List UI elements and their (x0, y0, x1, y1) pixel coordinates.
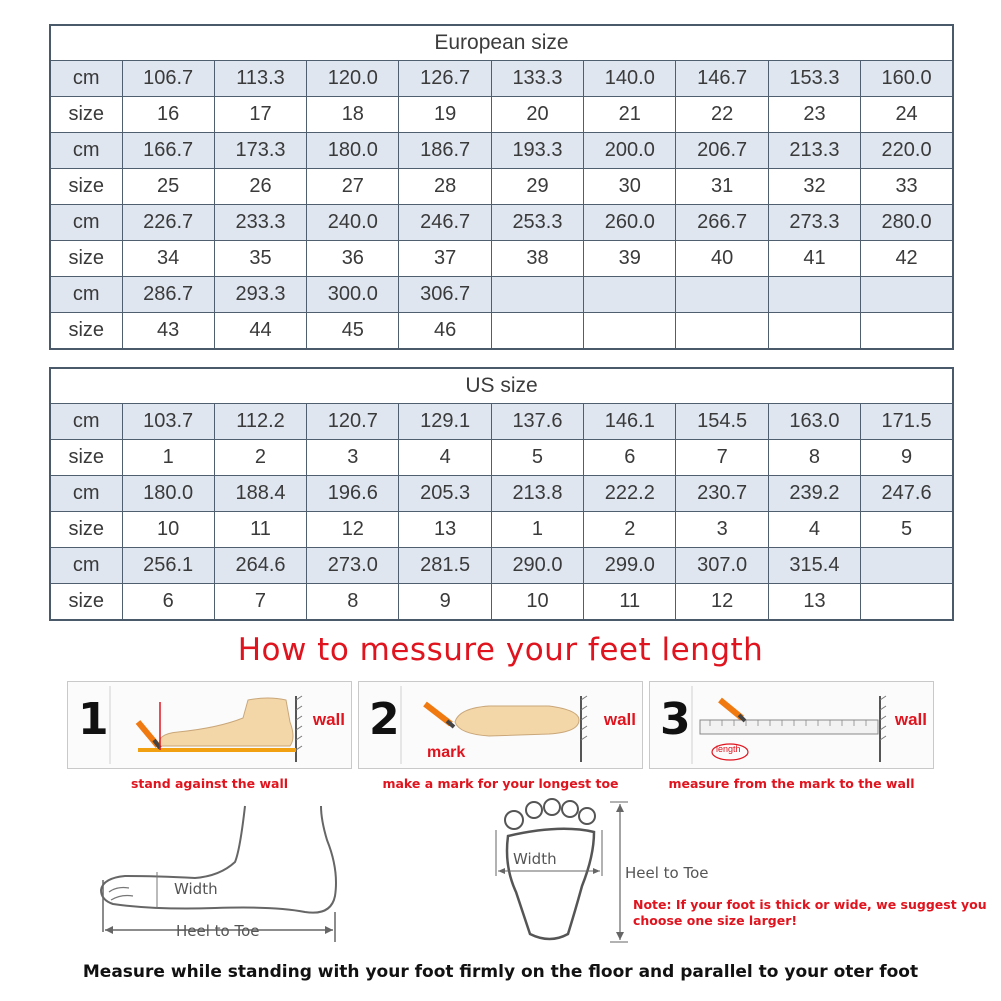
cm-cell: 280.0 (861, 205, 953, 241)
cm-cell: 290.0 (491, 548, 583, 584)
us-size-row (50, 440, 953, 476)
cm-cell: 240.0 (307, 205, 399, 241)
cm-cell: 206.7 (676, 133, 768, 169)
step-2-caption: make a mark for your longest toe (382, 776, 619, 791)
cm-cell: 146.1 (584, 404, 676, 440)
cm-cell: 106.7 (122, 61, 214, 97)
european-size-row (50, 169, 953, 205)
size-cell: 32 (768, 169, 860, 205)
size-cell: 4 (399, 440, 491, 476)
cm-cell: 226.7 (122, 205, 214, 241)
cm-cell: 137.6 (491, 404, 583, 440)
size-cell: 6 (122, 584, 214, 621)
measure-heading: How to messure your feet length (237, 632, 764, 668)
step-3-number: 3 (660, 694, 691, 745)
cm-cell: 120.7 (307, 404, 399, 440)
size-cell: 1 (122, 440, 214, 476)
size-cell: 3 (676, 512, 768, 548)
size-cell: 19 (399, 97, 491, 133)
european-size-title: European size (50, 25, 953, 61)
cm-cell: 153.3 (768, 61, 860, 97)
row-label: size (50, 169, 122, 205)
cm-cell: 264.6 (214, 548, 306, 584)
cm-cell: 256.1 (122, 548, 214, 584)
cm-cell: 293.3 (214, 277, 306, 313)
cm-cell: 286.7 (122, 277, 214, 313)
cm-cell: 180.0 (307, 133, 399, 169)
cm-cell (676, 277, 768, 313)
size-cell: 42 (861, 241, 953, 277)
cm-cell: 233.3 (214, 205, 306, 241)
size-cell: 7 (676, 440, 768, 476)
cm-cell: 186.7 (399, 133, 491, 169)
size-cell: 31 (676, 169, 768, 205)
size-cell: 29 (491, 169, 583, 205)
row-label: cm (50, 205, 122, 241)
cm-cell: 253.3 (491, 205, 583, 241)
size-cell: 30 (584, 169, 676, 205)
size-cell: 10 (491, 584, 583, 621)
cm-cell: 200.0 (584, 133, 676, 169)
size-cell: 5 (861, 512, 953, 548)
cm-cell: 126.7 (399, 61, 491, 97)
size-cell: 25 (122, 169, 214, 205)
cm-cell: 173.3 (214, 133, 306, 169)
size-cell: 8 (307, 584, 399, 621)
step-3-caption: measure from the mark to the wall (668, 776, 915, 791)
size-cell: 12 (676, 584, 768, 621)
size-cell: 13 (399, 512, 491, 548)
size-cell: 11 (214, 512, 306, 548)
size-cell (861, 584, 953, 621)
row-label: size (50, 584, 122, 621)
row-label: cm (50, 404, 122, 440)
european-size-row (50, 313, 953, 350)
size-cell: 3 (307, 440, 399, 476)
cm-cell: 246.7 (399, 205, 491, 241)
row-label: cm (50, 61, 122, 97)
cm-cell: 205.3 (399, 476, 491, 512)
size-cell (491, 313, 583, 350)
row-label: size (50, 313, 122, 350)
size-cell: 22 (676, 97, 768, 133)
size-cell: 36 (307, 241, 399, 277)
side-view-width-label: Width (174, 880, 218, 898)
size-cell (768, 313, 860, 350)
size-cell: 38 (491, 241, 583, 277)
cm-cell: 273.0 (307, 548, 399, 584)
size-cell: 28 (399, 169, 491, 205)
cm-cell: 160.0 (861, 61, 953, 97)
step-1-caption: stand against the wall (130, 776, 289, 791)
size-cell: 40 (676, 241, 768, 277)
size-cell: 26 (214, 169, 306, 205)
step-3-illustration (650, 682, 933, 768)
cm-cell: 247.6 (861, 476, 953, 512)
cm-cell: 306.7 (399, 277, 491, 313)
cm-cell: 230.7 (676, 476, 768, 512)
cm-cell: 213.3 (768, 133, 860, 169)
cm-cell: 273.3 (768, 205, 860, 241)
size-cell: 20 (491, 97, 583, 133)
size-cell: 43 (122, 313, 214, 350)
european-cm-row (50, 61, 953, 97)
cm-cell: 180.0 (122, 476, 214, 512)
cm-cell: 315.4 (768, 548, 860, 584)
size-cell: 33 (861, 169, 953, 205)
cm-cell: 120.0 (307, 61, 399, 97)
step-3-panel (649, 681, 934, 769)
cm-cell: 239.2 (768, 476, 860, 512)
step-2-wall-label: wall (603, 710, 636, 729)
size-cell: 21 (584, 97, 676, 133)
size-cell: 35 (214, 241, 306, 277)
row-label: size (50, 440, 122, 476)
cm-cell (861, 548, 953, 584)
cm-cell: 266.7 (676, 205, 768, 241)
step-2-mark-label: mark (427, 744, 466, 761)
step-1-panel (67, 681, 352, 769)
us-cm-row (50, 404, 953, 440)
size-cell: 6 (584, 440, 676, 476)
cm-cell: 113.3 (214, 61, 306, 97)
size-cell: 12 (307, 512, 399, 548)
size-cell (584, 313, 676, 350)
row-label: size (50, 241, 122, 277)
step-3-wall-label: wall (894, 710, 927, 729)
cm-cell: 133.3 (491, 61, 583, 97)
step-2-panel (358, 681, 643, 769)
cm-cell: 299.0 (584, 548, 676, 584)
us-size-title: US size (50, 368, 953, 404)
row-label: cm (50, 476, 122, 512)
size-cell: 24 (861, 97, 953, 133)
cm-cell (491, 277, 583, 313)
step-3-length-label: length (716, 744, 741, 754)
side-view-length-label: Heel to Toe (176, 922, 260, 940)
cm-cell: 171.5 (861, 404, 953, 440)
size-cell: 17 (214, 97, 306, 133)
row-label: cm (50, 548, 122, 584)
cm-cell: 281.5 (399, 548, 491, 584)
size-cell: 9 (399, 584, 491, 621)
european-size-row (50, 241, 953, 277)
size-cell: 34 (122, 241, 214, 277)
size-cell: 4 (768, 512, 860, 548)
cm-cell: 307.0 (676, 548, 768, 584)
us-cm-row (50, 548, 953, 584)
size-cell: 27 (307, 169, 399, 205)
cm-cell (768, 277, 860, 313)
size-cell: 9 (861, 440, 953, 476)
size-cell: 10 (122, 512, 214, 548)
european-table-body (50, 25, 953, 349)
cm-cell (584, 277, 676, 313)
size-cell: 13 (768, 584, 860, 621)
size-note: Note: If your foot is thick or wide, we suggest you choose one size larger! (633, 897, 987, 928)
european-size-table (49, 24, 954, 350)
step-1-wall-label: wall (312, 710, 345, 729)
cm-cell: 129.1 (399, 404, 491, 440)
size-cell: 1 (491, 512, 583, 548)
cm-cell: 222.2 (584, 476, 676, 512)
size-cell: 11 (584, 584, 676, 621)
cm-cell: 154.5 (676, 404, 768, 440)
sole-view-foot-drawing (490, 796, 630, 946)
cm-cell: 166.7 (122, 133, 214, 169)
step-2-illustration (359, 682, 642, 768)
size-cell (861, 313, 953, 350)
cm-cell: 300.0 (307, 277, 399, 313)
step-1-illustration (68, 682, 351, 768)
cm-cell: 188.4 (214, 476, 306, 512)
size-cell: 45 (307, 313, 399, 350)
size-cell: 44 (214, 313, 306, 350)
row-label: size (50, 512, 122, 548)
row-label: cm (50, 133, 122, 169)
cm-cell: 146.7 (676, 61, 768, 97)
row-label: cm (50, 277, 122, 313)
sole-view-width-label: Width (513, 850, 557, 868)
row-label: size (50, 97, 122, 133)
european-cm-row (50, 277, 953, 313)
cm-cell: 103.7 (122, 404, 214, 440)
cm-cell: 220.0 (861, 133, 953, 169)
size-cell: 16 (122, 97, 214, 133)
us-table-body (50, 368, 953, 620)
size-cell: 5 (491, 440, 583, 476)
size-cell: 7 (214, 584, 306, 621)
cm-cell: 260.0 (584, 205, 676, 241)
step-2-number: 2 (369, 694, 400, 745)
size-cell: 18 (307, 97, 399, 133)
european-size-row (50, 97, 953, 133)
us-size-row (50, 512, 953, 548)
us-size-table (49, 367, 954, 621)
european-cm-row (50, 133, 953, 169)
sole-view-length-label: Heel to Toe (625, 864, 709, 882)
us-size-row (50, 584, 953, 621)
cm-cell: 112.2 (214, 404, 306, 440)
cm-cell: 213.8 (491, 476, 583, 512)
cm-cell: 140.0 (584, 61, 676, 97)
size-cell: 41 (768, 241, 860, 277)
size-cell: 2 (214, 440, 306, 476)
us-cm-row (50, 476, 953, 512)
footer-instruction: Measure while standing with your foot firmly on the floor and parallel to your oter foot (82, 962, 919, 982)
cm-cell (861, 277, 953, 313)
cm-cell: 196.6 (307, 476, 399, 512)
size-cell: 2 (584, 512, 676, 548)
european-cm-row (50, 205, 953, 241)
size-cell (676, 313, 768, 350)
size-cell: 46 (399, 313, 491, 350)
size-cell: 39 (584, 241, 676, 277)
step-1-number: 1 (78, 694, 109, 745)
cm-cell: 163.0 (768, 404, 860, 440)
size-cell: 23 (768, 97, 860, 133)
size-cell: 8 (768, 440, 860, 476)
cm-cell: 193.3 (491, 133, 583, 169)
size-cell: 37 (399, 241, 491, 277)
